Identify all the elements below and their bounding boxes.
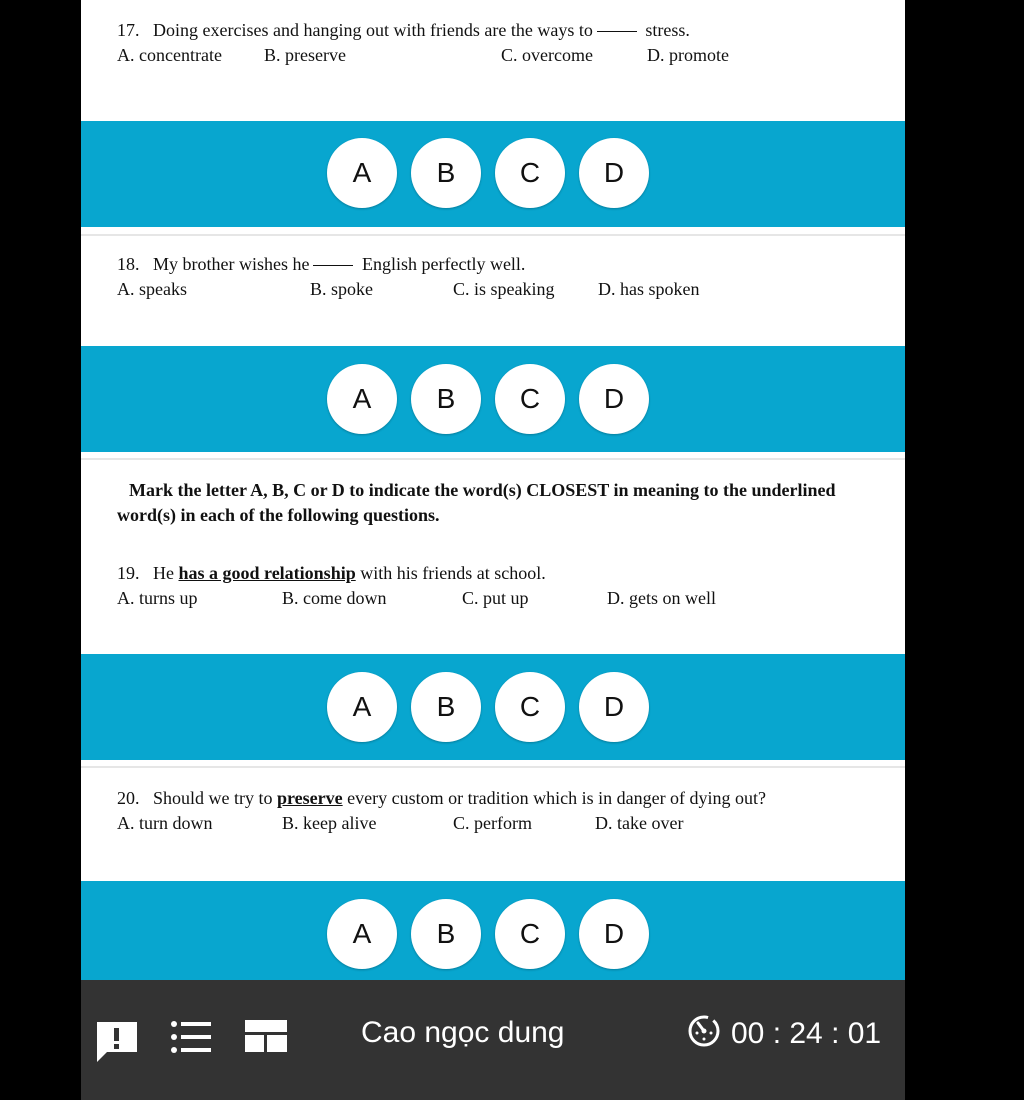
answer-a-button[interactable]: A [327, 364, 397, 434]
answer-b-button[interactable]: B [411, 364, 481, 434]
answer-c-button[interactable]: C [495, 899, 565, 969]
answer-d-button[interactable]: D [579, 899, 649, 969]
quiz-app [81, 0, 905, 1100]
answer-band-18 [81, 346, 905, 452]
layout-icon[interactable] [245, 1020, 287, 1057]
option-a: A. speaks [117, 279, 187, 299]
divider [81, 458, 905, 460]
answer-a-button[interactable]: A [327, 899, 397, 969]
answer-band-19 [81, 654, 905, 760]
question-text [117, 788, 766, 809]
section-instruction: Mark the letter A, B, C or D to indicate the word(s) CLOSEST in meaning to the underlined word(s) in each of the following questions. [117, 480, 836, 525]
question-number: 17. [117, 20, 140, 40]
question-stem: Doing exercises and hanging out with friends are the ways to [153, 20, 593, 40]
question-text [117, 20, 690, 41]
question-text [117, 254, 525, 275]
answer-d-button[interactable]: D [579, 138, 649, 208]
answer-a-button[interactable]: A [327, 138, 397, 208]
option-c: C. put up [462, 588, 529, 608]
option-d: D. take over [595, 813, 684, 833]
option-d: D. promote [647, 45, 729, 65]
answer-buttons [327, 672, 649, 742]
option-b: B. spoke [310, 279, 373, 299]
answer-band-17 [81, 121, 905, 227]
question-number: 20. [117, 788, 140, 808]
option-d: D. has spoken [598, 279, 700, 299]
question-card-18 [81, 240, 905, 346]
question-stem: My brother wishes he [153, 254, 310, 274]
option-a: A. turn down [117, 813, 213, 833]
question-stem: He [153, 563, 174, 583]
option-b: B. preserve [264, 45, 346, 65]
question-stem: Should we try to [153, 788, 273, 808]
answer-d-button[interactable]: D [579, 364, 649, 434]
option-a: A. concentrate [117, 45, 222, 65]
answer-buttons [327, 899, 649, 969]
question-stem-end: stress. [645, 20, 690, 40]
answer-d-button[interactable]: D [579, 672, 649, 742]
option-b: B. come down [282, 588, 387, 608]
question-card-20 [81, 772, 905, 880]
divider [81, 766, 905, 768]
underlined-word: preserve [277, 788, 343, 808]
option-a: A. turns up [117, 588, 198, 608]
answer-b-button[interactable]: B [411, 899, 481, 969]
list-icon[interactable] [171, 1020, 211, 1059]
answer-buttons [327, 138, 649, 208]
answer-b-button[interactable]: B [411, 138, 481, 208]
timer-icon [687, 1014, 721, 1053]
option-c: C. is speaking [453, 279, 555, 299]
timer [687, 1014, 881, 1053]
answer-buttons [327, 364, 649, 434]
answer-band-20 [81, 881, 905, 980]
answer-c-button[interactable]: C [495, 138, 565, 208]
option-d: D. gets on well [607, 588, 716, 608]
report-icon[interactable] [95, 1020, 139, 1069]
option-c: C. overcome [501, 45, 593, 65]
answer-blank [597, 31, 637, 32]
question-card-19 [81, 555, 905, 653]
timer-text: 00 : 24 : 01 [731, 1016, 882, 1050]
option-b: B. keep alive [282, 813, 377, 833]
answer-a-button[interactable]: A [327, 672, 397, 742]
question-stem-end: English perfectly well. [361, 254, 526, 274]
answer-blank [313, 265, 353, 266]
question-number: 19. [117, 563, 140, 583]
question-stem-end: with his friends at school. [360, 563, 546, 583]
answer-c-button[interactable]: C [495, 672, 565, 742]
question-card-17 [81, 0, 905, 120]
option-c: C. perform [453, 813, 532, 833]
divider [81, 234, 905, 236]
underlined-phrase: has a good relationship [178, 563, 356, 583]
answer-c-button[interactable]: C [495, 364, 565, 434]
question-text [117, 563, 546, 584]
question-stem-end: every custom or tradition which is in danger of dying out? [347, 788, 767, 808]
answer-b-button[interactable]: B [411, 672, 481, 742]
user-name: Cao ngọc dung [361, 1016, 565, 1049]
bottom-toolbar [81, 980, 905, 1100]
question-number: 18. [117, 254, 140, 274]
